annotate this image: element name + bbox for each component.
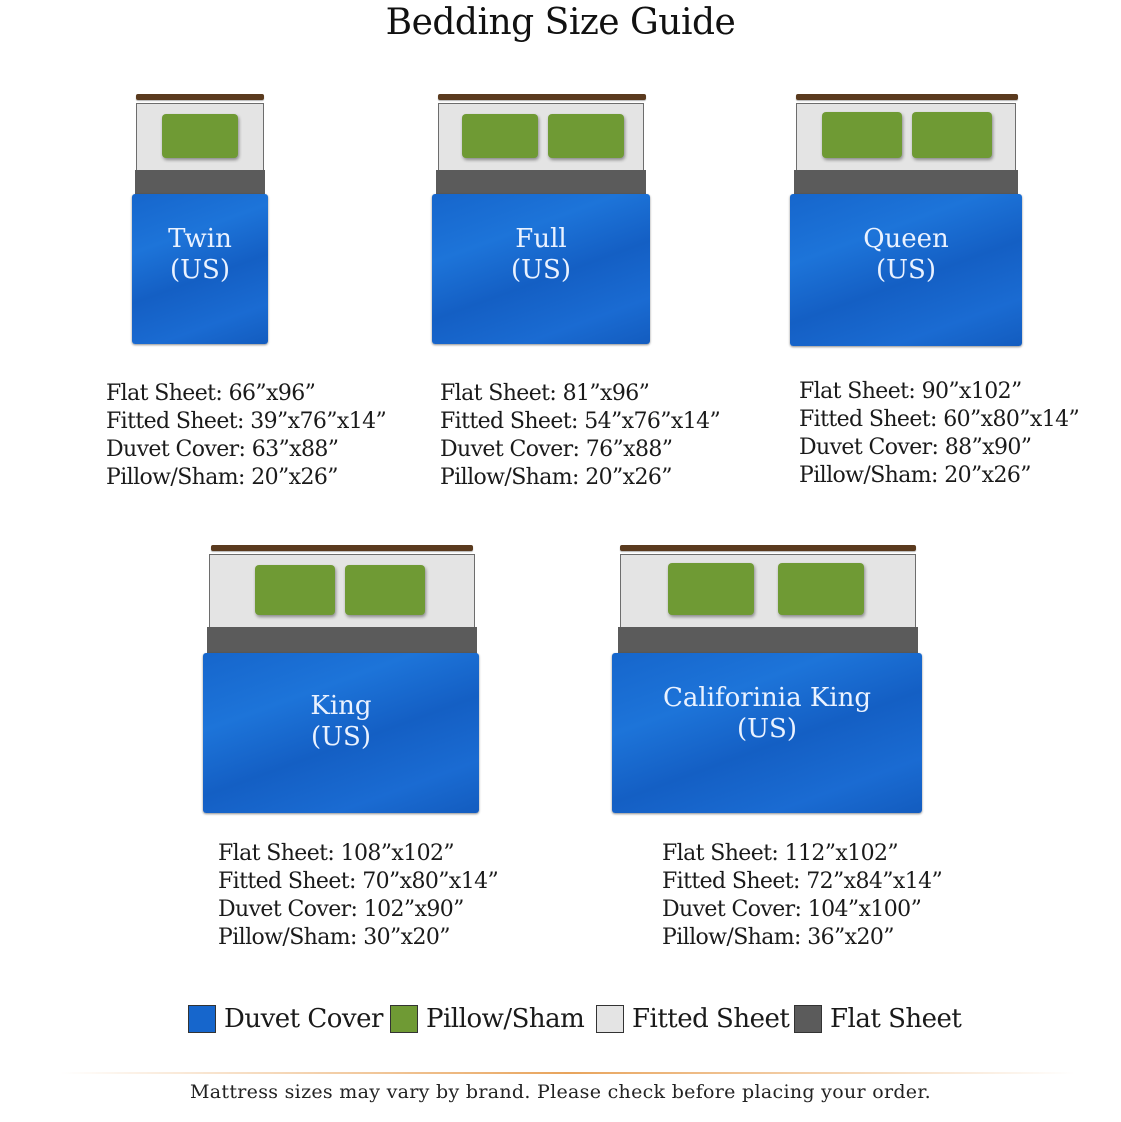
flat-sheet-size: Flat Sheet: 81”x96” [440,381,650,406]
bed-region: (US) [736,714,797,744]
pillow-sham [548,114,624,158]
flat-sheet-band [135,170,265,196]
footnote: Mattress sizes may vary by brand. Please check before placing your order. [190,1081,931,1103]
fitted-sheet-area [209,554,475,635]
headboard [620,545,916,551]
flat-sheet-band [618,627,918,655]
duvet-cover-size: Duvet Cover: 63”x88” [106,437,339,462]
pillow-sham [778,563,864,615]
bed-twin [132,94,268,346]
flat-sheet-size: Flat Sheet: 66”x96” [106,381,316,406]
flat-sheet-size: Flat Sheet: 90”x102” [799,379,1022,404]
fitted-sheet-area [620,554,916,635]
pillow-sham-size: Pillow/Sham: 20”x26” [799,463,1031,488]
fitted-sheet-size: Fitted Sheet: 39”x76”x14” [106,409,387,434]
legend-label: Fitted Sheet [632,1004,790,1034]
duvet-cover-size: Duvet Cover: 104”x100” [662,897,922,922]
pillow-sham [162,114,238,158]
pillow-sham [912,112,992,158]
bed-california-king [612,545,922,815]
legend-label: Pillow/Sham [426,1004,585,1034]
pillow-sham-size: Pillow/Sham: 20”x26” [106,465,338,490]
legend-item-pillow-sham [390,1002,584,1036]
duvet-cover-size: Duvet Cover: 88”x90” [799,435,1032,460]
bed-name: Twin [168,224,232,254]
headboard [438,94,646,100]
fitted-sheet-size: Fitted Sheet: 70”x80”x14” [218,869,499,894]
pillow-sham-size: Pillow/Sham: 30”x20” [218,925,450,950]
flat-sheet-band [436,170,646,196]
bed-specs-full [440,380,720,492]
legend-item-duvet-cover [188,1002,383,1036]
bed-name: Califorinia King [663,683,871,713]
legend-swatch [390,1005,418,1033]
headboard [796,94,1018,100]
bed-specs-king [218,840,498,952]
duvet-cover [612,653,922,813]
bed-full [432,94,650,346]
pillow-sham [345,565,425,615]
fitted-sheet-size: Fitted Sheet: 72”x84”x14” [662,869,943,894]
pillow-sham [822,112,902,158]
bed-region: (US) [310,722,371,752]
duvet-cover [790,194,1022,346]
pillow-sham [668,563,754,615]
pillow-sham-size: Pillow/Sham: 36”x20” [662,925,894,950]
fitted-sheet-size: Fitted Sheet: 54”x76”x14” [440,409,721,434]
pillow-sham [462,114,538,158]
divider [60,1072,1075,1074]
duvet-cover [203,653,479,813]
pillow-sham [255,565,335,615]
bed-queen [790,94,1022,348]
bed-king [203,545,479,815]
bed-name: Queen [863,224,949,254]
bed-specs-california-king [662,840,942,952]
page-title: Bedding Size Guide [385,2,736,43]
fitted-sheet-size: Fitted Sheet: 60”x80”x14” [799,407,1080,432]
legend-swatch [188,1005,216,1033]
legend-label: Duvet Cover [224,1004,383,1034]
legend-label: Flat Sheet [830,1004,962,1034]
bed-specs-queen [799,378,1079,490]
duvet-cover-size: Duvet Cover: 76”x88” [440,437,673,462]
duvet-cover [132,194,268,344]
legend-item-fitted-sheet [596,1002,789,1036]
bed-region: (US) [169,255,230,285]
flat-sheet-size: Flat Sheet: 108”x102” [218,841,455,866]
flat-sheet-size: Flat Sheet: 112”x102” [662,841,899,866]
headboard [211,545,473,551]
flat-sheet-band [794,170,1018,196]
legend-swatch [794,1005,822,1033]
duvet-cover [432,194,650,344]
legend-item-flat-sheet [794,1002,961,1036]
duvet-cover-size: Duvet Cover: 102”x90” [218,897,464,922]
flat-sheet-band [207,627,477,655]
bed-region: (US) [510,255,571,285]
bed-name: Full [515,224,567,254]
legend-swatch [596,1005,624,1033]
bed-specs-twin [106,380,386,492]
bed-name: King [310,691,372,721]
pillow-sham-size: Pillow/Sham: 20”x26” [440,465,672,490]
headboard [136,94,264,100]
bed-region: (US) [875,255,936,285]
